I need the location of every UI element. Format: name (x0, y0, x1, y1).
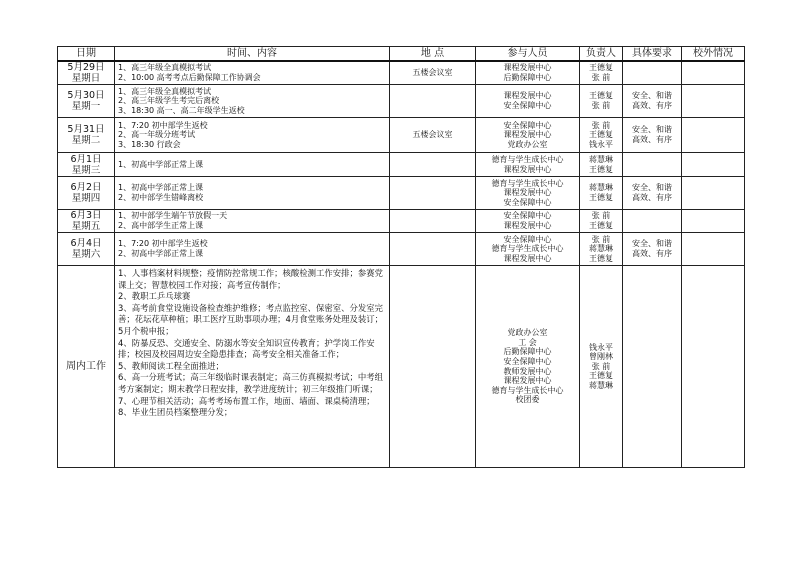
cell-line: 王德复 (589, 253, 613, 263)
location-cell (390, 233, 476, 266)
participants-cell (476, 233, 580, 266)
weekday-text: 星期四 (71, 193, 101, 204)
header-row (58, 47, 745, 62)
weekly-item: 7、心理节相关活动；高考考场布置工作，地面、墙面、课桌椅清理； (118, 395, 375, 406)
participants-cell (476, 118, 580, 153)
cell-line: 安全、和谐 (632, 125, 672, 135)
location-cell (390, 85, 476, 118)
weekly-item: 3、高考前食堂设施设备检查维护维修；考点监控室、保密室、分发室完善；花坛花草种植；职工医疗互助事项办理；4月食堂账务处理及装订；5月个税申报； (118, 302, 383, 336)
weekly-item: 4、防暴反恐、交通安全、防溺水等安全知识宣传教育；护学岗工作安排；校园及校园周边安全隐患排查；高考安全相关准备工作； (118, 337, 375, 360)
cell-line: 2、高三年级学生考完后离校 (118, 96, 220, 106)
cell-line: 安全保障中心 (503, 234, 552, 244)
weekly-label: 周内工作 (58, 266, 115, 468)
content-cell (115, 153, 390, 177)
weekly-content-cell (115, 266, 390, 468)
cell-line: 王德复 (589, 63, 613, 73)
cell-line: 党政办公室 (507, 139, 548, 149)
external-cell (682, 61, 745, 85)
weekly-item: 2、教职工乒乓球赛 (118, 291, 191, 302)
external-cell (682, 153, 745, 177)
cell-line: 课程发展中心 (503, 63, 552, 73)
col-header-requirements: 具体要求 (623, 47, 682, 62)
cell-line: 安全保障中心 (503, 197, 552, 207)
date-text: 6月2日 (70, 182, 102, 193)
cell-line: 1、初高中学部正常上课 (118, 159, 204, 169)
cell-line: 王德复 (589, 221, 613, 230)
content-cell (115, 233, 390, 266)
requirements-cell (623, 177, 682, 210)
cell-line: 高效、有序 (632, 101, 672, 110)
cell-line: 安全保障中心 (503, 120, 552, 130)
date-text: 6月4日 (70, 238, 102, 249)
location-cell: 五楼会议室 (390, 61, 476, 85)
weekly-leader-cell (580, 266, 623, 468)
weekly-external-cell (682, 266, 745, 468)
date-cell (58, 210, 115, 233)
cell-line: 1、7:20 初中部学生返校 (118, 120, 208, 130)
cell-line: 曾刚林 (589, 352, 613, 362)
date-text: 5月29日 (67, 62, 105, 73)
cell-line: 蒋慧琳 (589, 154, 613, 164)
schedule-row (58, 85, 745, 118)
content-cell (115, 177, 390, 210)
schedule-row (58, 233, 745, 266)
cell-line: 王德复 (589, 130, 613, 140)
cell-line: 王德复 (589, 91, 613, 101)
cell-line: 钱永平 (589, 139, 613, 149)
leader-cell (580, 210, 623, 233)
cell-line: 张 前 (591, 120, 611, 130)
location-cell (390, 177, 476, 210)
date-cell (58, 85, 115, 118)
cell-line: 后勤保障中心 (503, 347, 552, 357)
cell-line: 安全保障中心 (503, 356, 552, 366)
cell-line: 校团委 (515, 395, 540, 405)
cell-line: 课程发展中心 (503, 164, 552, 174)
requirements-cell (623, 210, 682, 233)
col-header-location: 地 点 (390, 47, 476, 62)
cell-line: 蒋慧琳 (589, 380, 613, 390)
schedule-body (58, 61, 745, 468)
external-cell (682, 210, 745, 233)
date-text: 6月1日 (70, 153, 102, 165)
cell-line: 王德复 (589, 164, 613, 174)
location-cell (390, 153, 476, 177)
leader-cell (580, 61, 623, 85)
schedule-row (58, 118, 745, 153)
cell-line: 课程发展中心 (503, 253, 552, 263)
cell-line: 1、初中部学生端午节放假一天 (118, 211, 228, 221)
content-cell (115, 61, 390, 85)
cell-line: 德育与学生成长中心 (491, 244, 564, 254)
requirements-cell (623, 118, 682, 153)
cell-line: 课程发展中心 (503, 221, 552, 230)
leader-cell (580, 177, 623, 210)
participants-cell (476, 61, 580, 85)
cell-line: 2、10:00 高考考点后勤保障工作协调会 (118, 73, 261, 82)
schedule-row (58, 210, 745, 233)
cell-line: 党政办公室 (507, 328, 548, 338)
date-text: 6月3日 (70, 210, 102, 221)
cell-line: 德育与学生成长中心 (491, 154, 564, 164)
requirements-cell (623, 61, 682, 85)
location-cell (390, 210, 476, 233)
weekday-text: 星期一 (71, 101, 101, 112)
cell-line: 安全、和谐 (632, 183, 672, 193)
cell-line: 课程发展中心 (503, 130, 552, 140)
schedule-table (57, 46, 745, 468)
schedule-row (58, 153, 745, 177)
cell-line: 蒋慧琳 (589, 244, 613, 254)
col-header-leader: 负责人 (580, 47, 623, 62)
cell-line: 王德复 (589, 193, 613, 202)
weekly-item: 6、高一分班考试；高三年级临时课表制定；高三仿真模拟考试；中考组考方案制定；期末教学日程安排，教学进度统计；初三年级推门听课； (118, 372, 383, 394)
cell-line: 安全保障中心 (503, 101, 552, 110)
weekly-schedule (57, 46, 744, 468)
weekly-row (58, 266, 745, 468)
weekly-location-cell (390, 266, 476, 468)
date-text: 5月31日 (67, 124, 105, 135)
cell-line: 2、高中部学生正常上课 (118, 221, 204, 230)
date-cell (58, 177, 115, 210)
weekly-item: 8、毕业生团员档案整理分发； (118, 407, 233, 418)
cell-line: 3、18:30 行政会 (118, 139, 181, 149)
location-cell: 五楼会议室 (390, 118, 476, 153)
weekly-item: 5、教师阅读工程全面推进； (118, 360, 224, 371)
weekly-item: 1、人事档案材料规整；疫情防控常规工作；核酸检测工作安排；参赛党课上交；智慧校园工作对接；高考宣传制作； (118, 268, 383, 290)
participants-cell (476, 153, 580, 177)
cell-line: 课程发展中心 (503, 188, 552, 198)
requirements-cell (623, 233, 682, 266)
cell-line: 3、18:30 高一、高二年级学生返校 (118, 105, 245, 115)
cell-line: 课程发展中心 (503, 91, 552, 101)
leader-cell (580, 118, 623, 153)
cell-line: 工 会 (518, 337, 537, 347)
weekday-text: 星期五 (71, 221, 101, 232)
cell-line: 蒋慧琳 (589, 183, 613, 193)
cell-line: 德育与学生成长中心 (491, 385, 564, 395)
leader-cell (580, 85, 623, 118)
date-text: 5月30日 (67, 90, 105, 101)
cell-line: 德育与学生成长中心 (491, 178, 564, 188)
weekday-text: 星期六 (71, 249, 101, 260)
content-cell (115, 210, 390, 233)
leader-cell (580, 233, 623, 266)
requirements-cell (623, 153, 682, 177)
cell-line: 1、高三年级全真模拟考试 (118, 86, 212, 96)
cell-line: 教师发展中心 (503, 366, 552, 376)
participants-cell (476, 85, 580, 118)
weekday-text: 星期三 (71, 164, 101, 176)
cell-line: 课程发展中心 (503, 376, 552, 386)
cell-line: 张 前 (591, 361, 611, 371)
cell-line: 1、高三年级全真模拟考试 (118, 63, 212, 73)
weekday-text: 星期日 (71, 73, 101, 84)
date-cell (58, 233, 115, 266)
cell-line: 安全保障中心 (503, 211, 552, 221)
col-header-date: 日期 (58, 47, 115, 62)
leader-cell (580, 153, 623, 177)
schedule-row (58, 177, 745, 210)
date-cell (58, 118, 115, 153)
requirements-cell (623, 85, 682, 118)
date-cell (58, 61, 115, 85)
cell-line: 2、初高中学部正常上课 (118, 249, 204, 258)
cell-line: 王德复 (589, 371, 613, 381)
cell-line: 高效、有序 (632, 135, 672, 144)
external-cell (682, 177, 745, 210)
cell-line: 安全、和谐 (632, 91, 672, 101)
cell-line: 钱永平 (589, 342, 613, 352)
weekday-text: 星期二 (71, 135, 101, 146)
participants-cell (476, 210, 580, 233)
col-header-external: 校外情况 (682, 47, 745, 62)
external-cell (682, 85, 745, 118)
cell-line: 张 前 (591, 211, 611, 221)
cell-line: 2、高一年级分班考试 (118, 130, 196, 140)
participants-cell (476, 177, 580, 210)
schedule-row (58, 61, 745, 85)
cell-line: 张 前 (591, 234, 611, 244)
cell-line: 1、7:20 初中部学生返校 (118, 239, 208, 249)
cell-line: 张 前 (591, 73, 611, 82)
external-cell (682, 118, 745, 153)
content-cell (115, 85, 390, 118)
external-cell (682, 233, 745, 266)
cell-line: 安全、和谐 (632, 239, 672, 249)
cell-line: 2、初中部学生错峰离校 (118, 193, 204, 202)
weekly-participants-cell (476, 266, 580, 468)
content-cell (115, 118, 390, 153)
col-header-participants: 参与人员 (476, 47, 580, 62)
cell-line: 1、初高中学部正常上课 (118, 183, 204, 193)
cell-line: 张 前 (591, 101, 611, 110)
cell-line: 后勤保障中心 (503, 73, 552, 82)
cell-line: 高效、有序 (632, 193, 672, 202)
cell-line: 高效、有序 (632, 249, 672, 258)
date-cell (58, 153, 115, 177)
col-header-content: 时间、内容 (115, 47, 390, 62)
weekly-requirements-cell (623, 266, 682, 468)
